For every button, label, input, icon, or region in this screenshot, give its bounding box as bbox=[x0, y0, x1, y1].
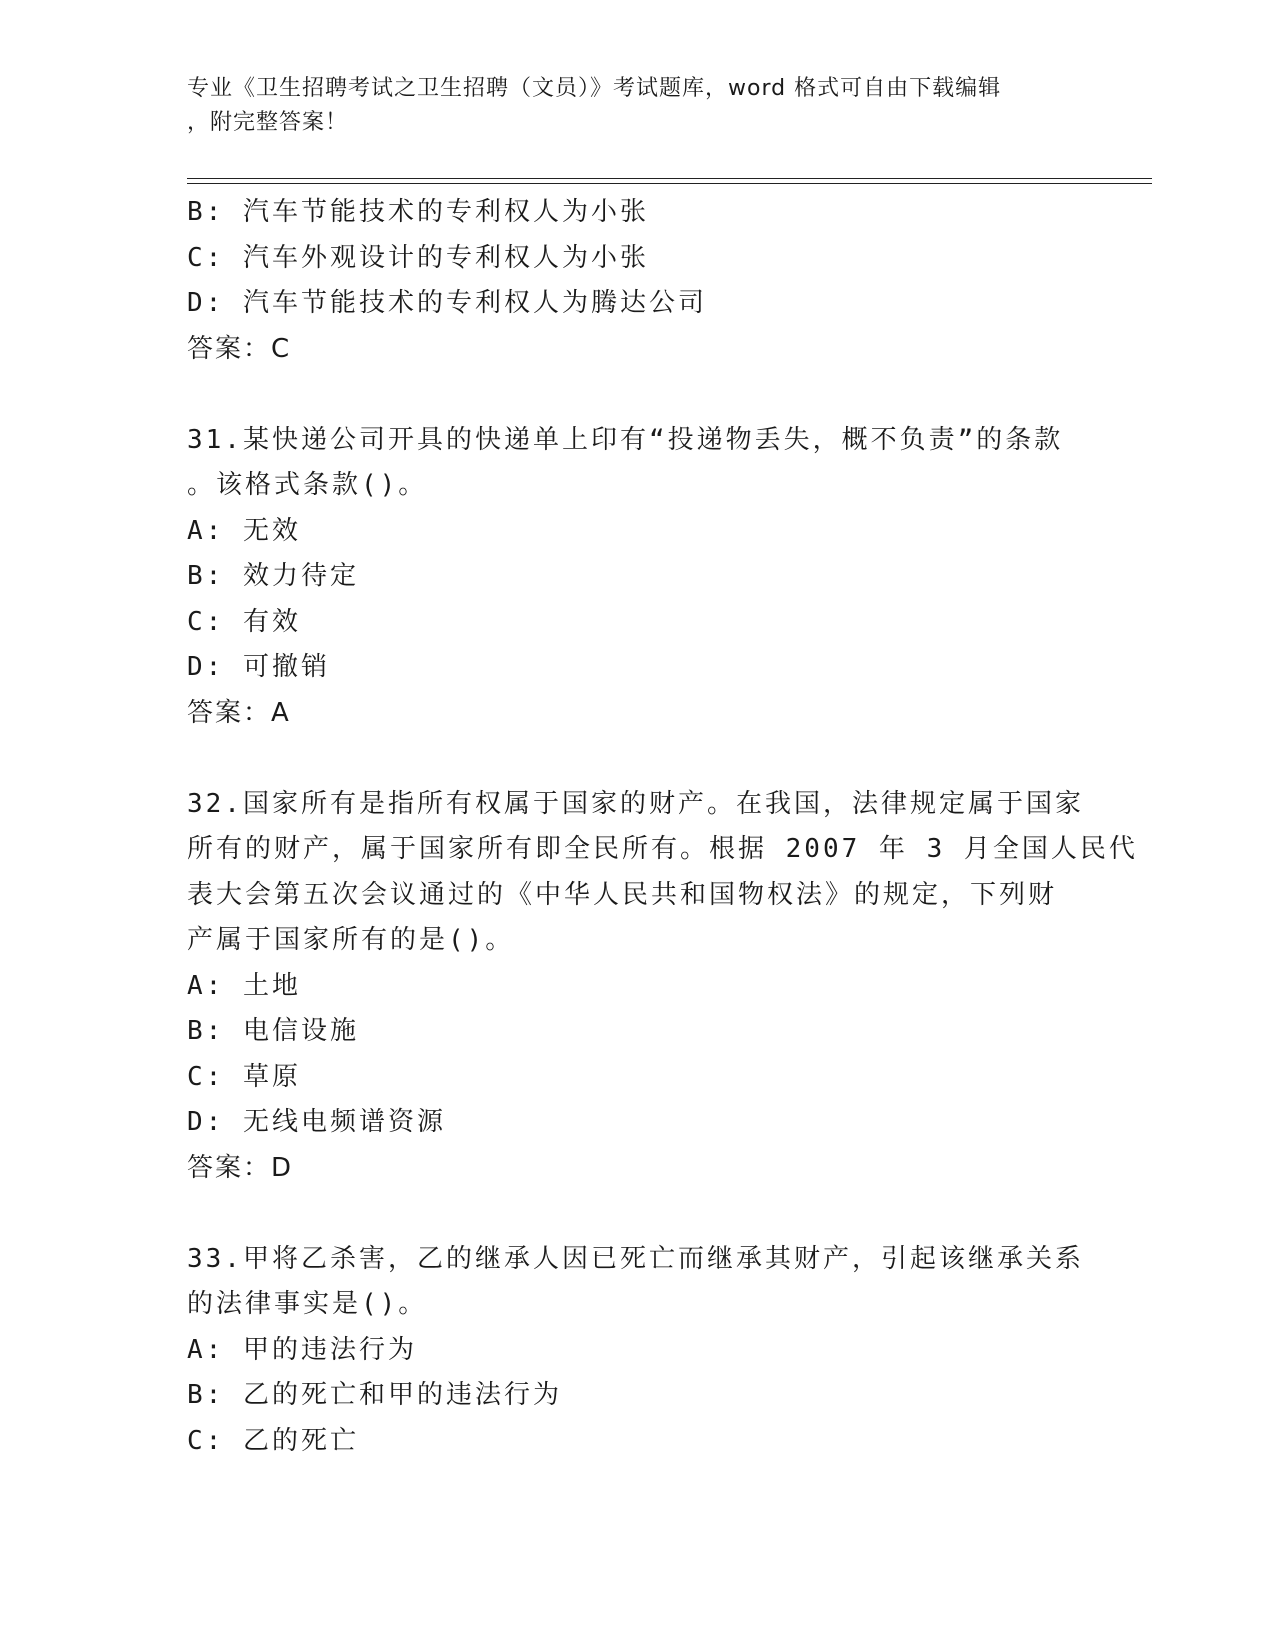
option-b: B: 电信设施 bbox=[187, 1016, 359, 1046]
option-c: C: 汽车外观设计的专利权人为小张 bbox=[187, 242, 649, 273]
option-c: C: 有效 bbox=[187, 606, 301, 637]
question-stem-line: 所有的财产，属于国家所有即全民所有。根据 2007 年 3 月全国人民代 bbox=[187, 834, 1138, 864]
option-a: A: 无效 bbox=[187, 515, 301, 546]
question-stem-line: 33.甲将乙杀害，乙的继承人因已死亡而继承其财产，引起该继承关系 bbox=[187, 1243, 1084, 1274]
question-content bbox=[187, 190, 1138, 1464]
spacer bbox=[187, 736, 1067, 782]
answer: 答案：C bbox=[187, 333, 292, 364]
question-stem-line: 的法律事实是()。 bbox=[187, 1289, 428, 1319]
answer: 答案：D bbox=[187, 1152, 294, 1183]
option-b: B: 效力待定 bbox=[187, 561, 359, 591]
question-32 bbox=[187, 782, 1138, 1192]
question-stem-line: 。该格式条款()。 bbox=[187, 470, 428, 500]
spacer bbox=[187, 372, 1067, 418]
option-d: D: 可撤销 bbox=[187, 652, 330, 682]
question-stem-line: 表大会第五次会议通过的《中华人民共和国物权法》的规定，下列财 bbox=[187, 879, 1058, 910]
page-header bbox=[187, 72, 1067, 140]
question-33 bbox=[187, 1237, 1084, 1465]
option-a: A: 甲的违法行为 bbox=[187, 1334, 417, 1365]
question-30-continued bbox=[187, 190, 1067, 372]
question-stem-line: 产属于国家所有的是()。 bbox=[187, 925, 515, 955]
header-divider-top bbox=[187, 178, 1152, 179]
option-a: A: 土地 bbox=[187, 970, 301, 1001]
spacer bbox=[187, 1191, 1067, 1237]
option-c: C: 草原 bbox=[187, 1061, 301, 1092]
option-b: B: 乙的死亡和甲的违法行为 bbox=[187, 1380, 562, 1410]
question-stem-line: 31.某快递公司开具的快递单上印有“投递物丢失，概不负责”的条款 bbox=[187, 424, 1064, 455]
question-31 bbox=[187, 418, 1067, 737]
header-line-2: ，附完整答案！ bbox=[187, 110, 349, 135]
option-d: D: 汽车节能技术的专利权人为腾达公司 bbox=[187, 288, 707, 318]
question-stem-line: 32.国家所有是指所有权属于国家的财产。在我国，法律规定属于国家 bbox=[187, 788, 1084, 819]
header-line-1: 专业《卫生招聘考试之卫生招聘（文员）》考试题库，word 格式可自由下载编辑 bbox=[187, 76, 1002, 101]
answer: 答案：A bbox=[187, 697, 291, 728]
option-c: C: 乙的死亡 bbox=[187, 1425, 359, 1456]
header-divider-bottom bbox=[187, 183, 1152, 184]
option-b: B: 汽车节能技术的专利权人为小张 bbox=[187, 197, 649, 227]
option-d: D: 无线电频谱资源 bbox=[187, 1107, 446, 1137]
